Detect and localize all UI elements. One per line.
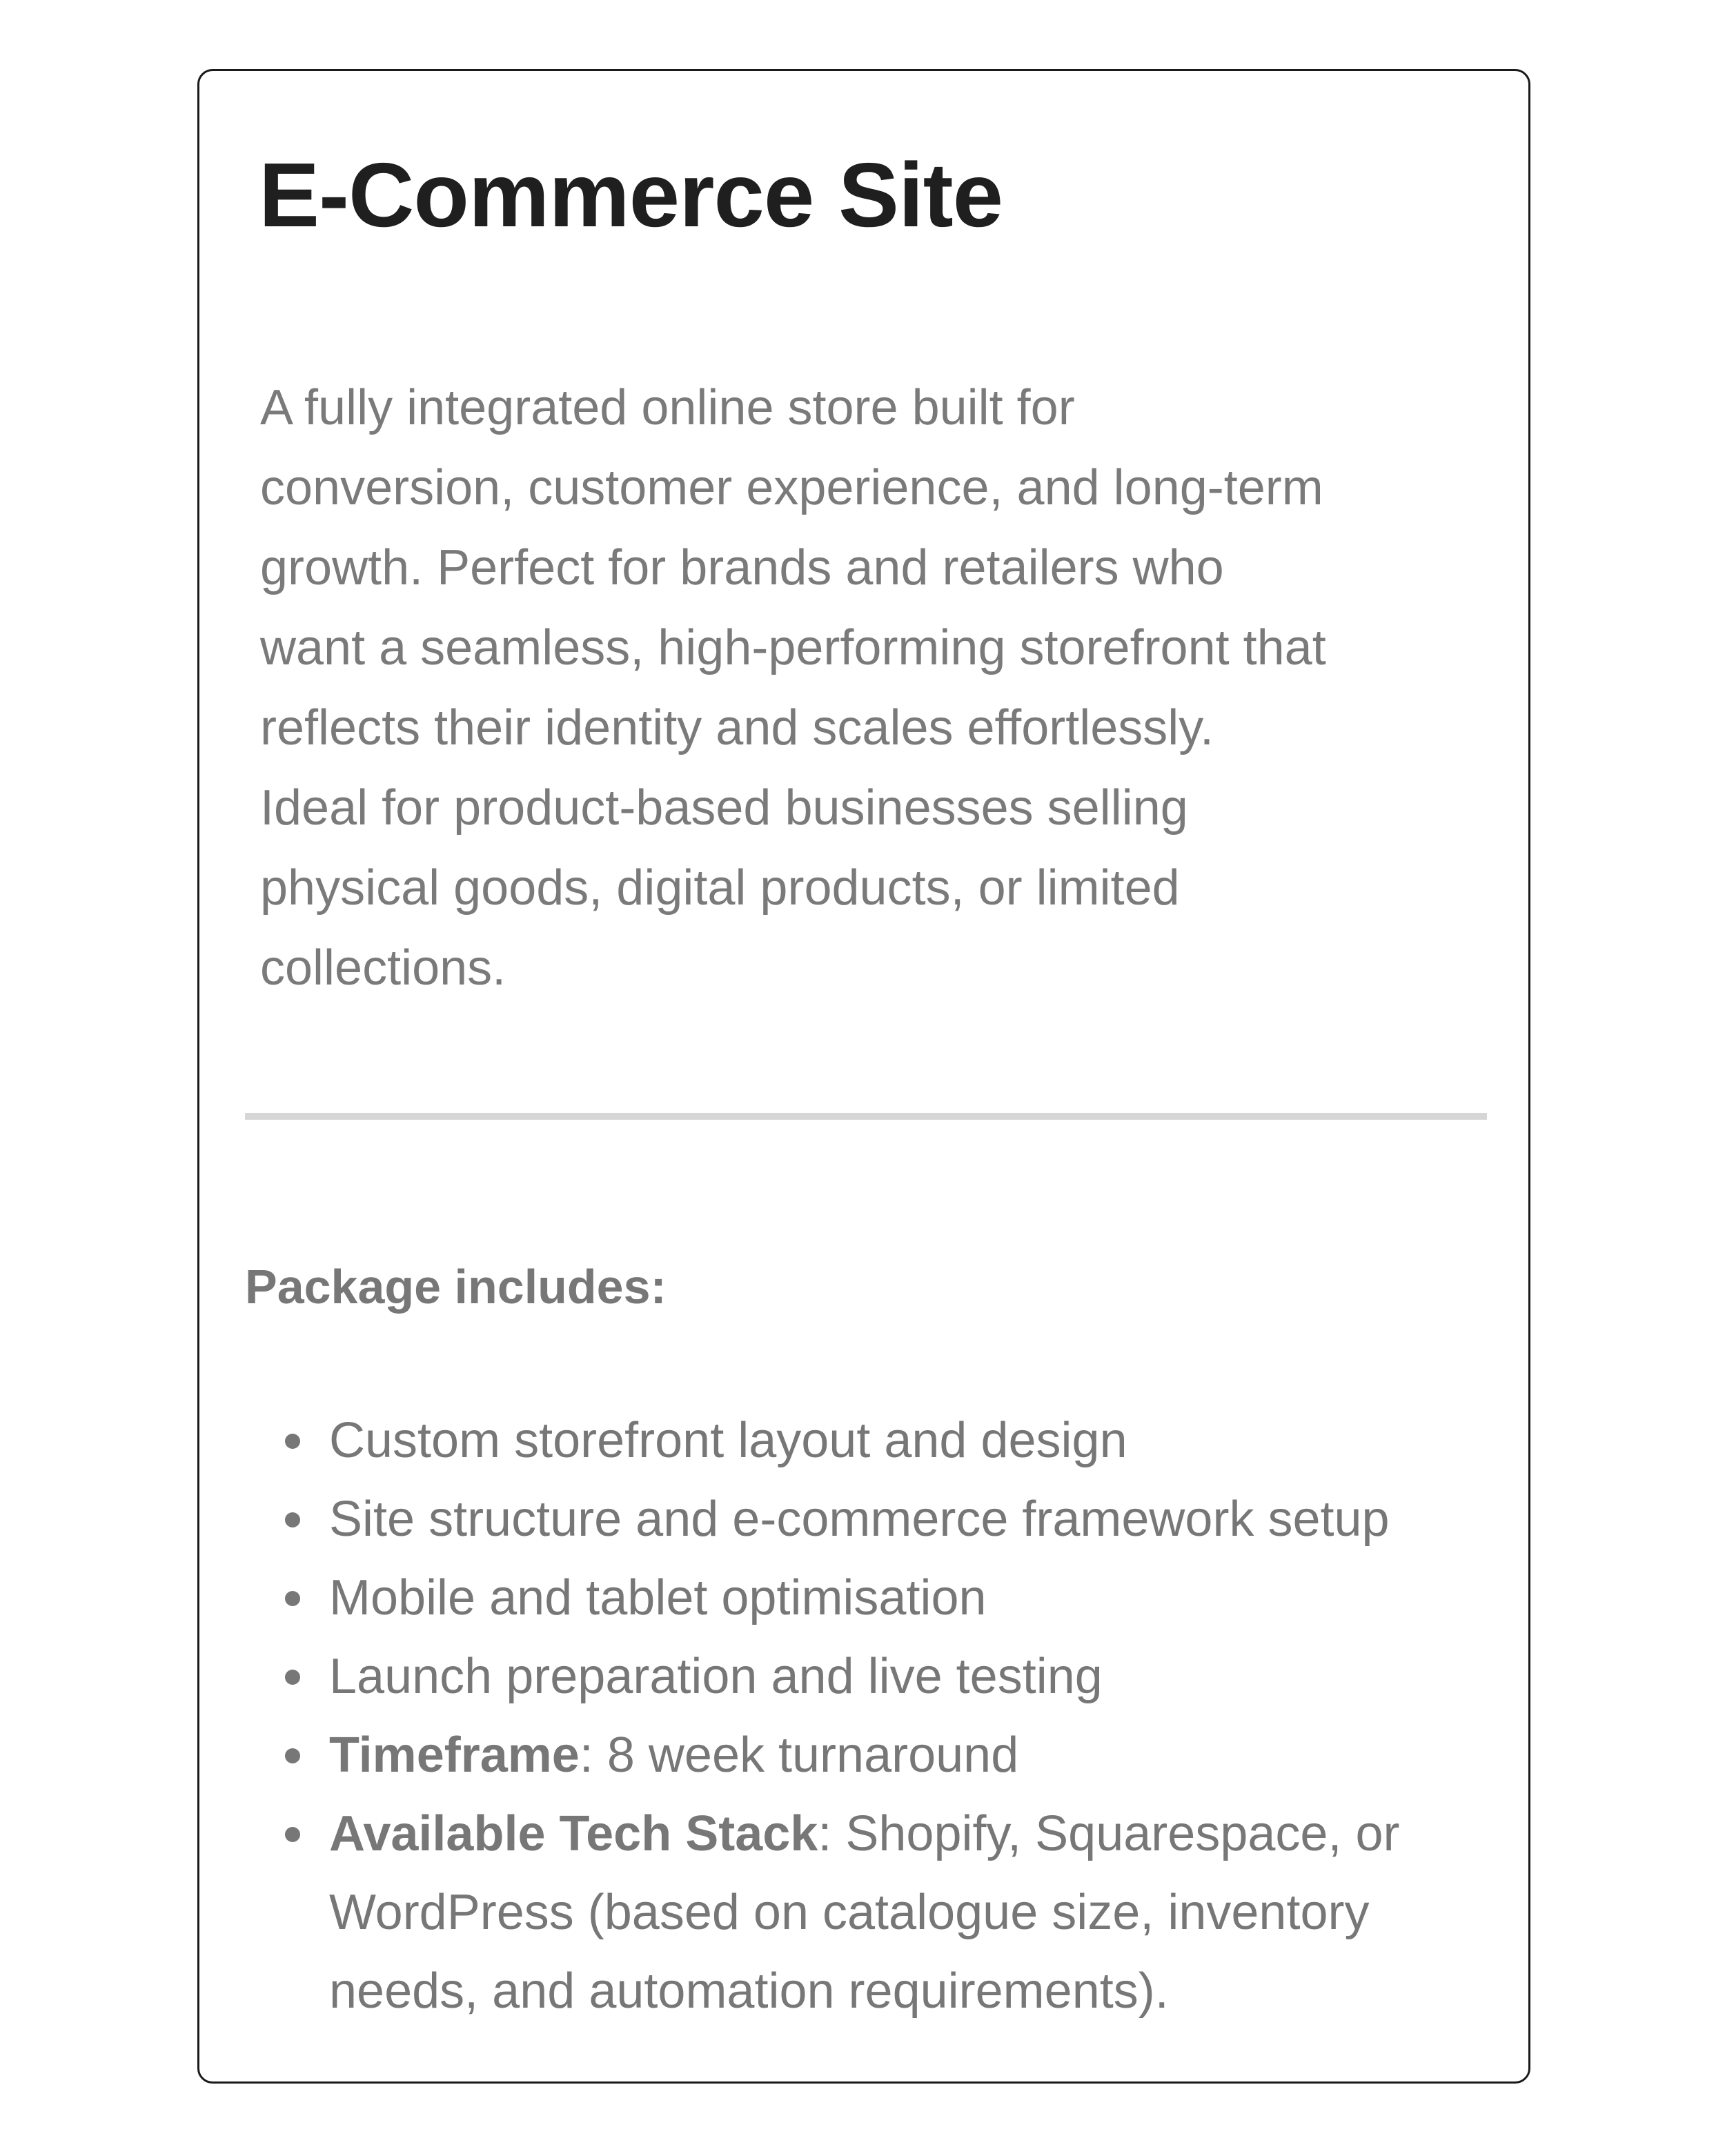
list-item-text: Mobile and tablet optimisation [329, 1570, 987, 1625]
description-line: physical goods, digital products, or limited [260, 860, 1180, 916]
description-line: reflects their identity and scales effortlessly. [260, 700, 1214, 755]
list-item [245, 1401, 1508, 1480]
list-item-text: Launch preparation and live testing [329, 1649, 1103, 1704]
package-title: E-Commerce Site [259, 144, 1003, 246]
description-line: conversion, customer experience, and long-term [260, 460, 1323, 515]
bullet-icon [285, 1512, 300, 1527]
bullet-icon [285, 1434, 300, 1449]
list-item-tech-stack [245, 1794, 1508, 2030]
section-divider [245, 1113, 1487, 1120]
bullet-icon [285, 1670, 300, 1685]
list-item-label: Timeframe [329, 1728, 580, 1783]
description-line: collections. [260, 940, 506, 996]
description-line: A fully integrated online store built for [260, 380, 1075, 435]
list-item-text: : Shopify, Squarespace, or WordPress (based on catalogue size, inventory needs, and automation requirements). [329, 1806, 1400, 2019]
bullet-icon [285, 1748, 300, 1763]
bullet-icon [285, 1591, 300, 1606]
list-item [245, 1559, 1508, 1637]
list-item-label: Available Tech Stack [329, 1806, 818, 1861]
list-item-text: Site structure and e-commerce framework setup [329, 1492, 1390, 1547]
package-card [197, 69, 1530, 2084]
list-item [245, 1637, 1508, 1716]
includes-list [245, 1401, 1508, 2030]
description-line: growth. Perfect for brands and retailers who [260, 540, 1224, 595]
list-item-text: : 8 week turnaround [579, 1728, 1019, 1783]
bullet-icon [285, 1827, 300, 1842]
description-line: Ideal for product-based businesses selling [260, 780, 1188, 835]
includes-heading: Package includes: [245, 1260, 667, 1314]
list-item-timeframe [245, 1716, 1508, 1794]
package-description [260, 368, 1461, 1008]
list-item-text: Custom storefront layout and design [329, 1413, 1127, 1468]
list-item [245, 1480, 1508, 1559]
description-line: want a seamless, high-performing storefront that [260, 620, 1326, 675]
